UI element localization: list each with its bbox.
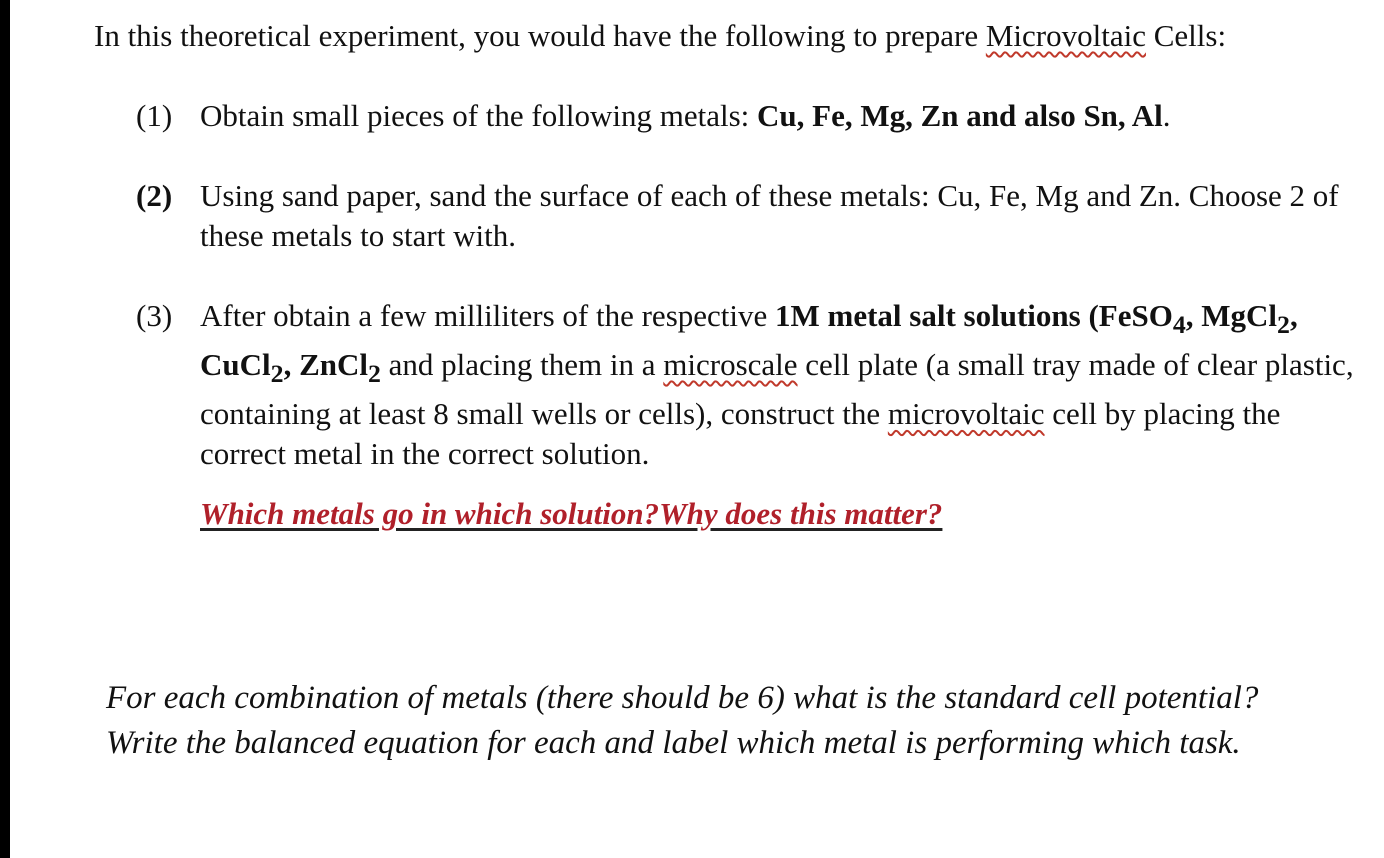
step-3-number: (3) bbox=[136, 298, 173, 333]
step-1-number: (1) bbox=[136, 98, 173, 133]
step-2-text: Using sand paper, sand the surface of each of these metals: Cu, Fe, Mg and Zn. Choose 2 of these metals to start with. bbox=[200, 178, 1339, 253]
step-1-plain: Obtain small pieces of the following metals: bbox=[200, 98, 758, 133]
step-1-text bbox=[200, 96, 1356, 136]
question-which-metals: Which metals go in which solution?Why does this matter? bbox=[200, 496, 943, 531]
intro-text-end: Cells: bbox=[1145, 18, 1227, 53]
step-1-end: . bbox=[1162, 98, 1171, 133]
intro-text: In this theoretical experiment, you would have the following to prepare bbox=[94, 18, 986, 53]
step-3-part2: and placing them in a bbox=[380, 347, 664, 383]
step-2 bbox=[136, 176, 1356, 256]
step-3-text bbox=[200, 296, 1356, 474]
step-3-solutions: 1M metal salt solutions (FeSO$_4$, MgCl$_2$, CuCl$_2$, ZnCl$_2$ bbox=[200, 298, 1298, 389]
document-page bbox=[10, 0, 1384, 858]
step-3-part3: cell plate (a small tray made of clear plastic, containing at least 8 small wells or cells), construct the bbox=[200, 347, 1354, 432]
flagged-word-microscale[interactable]: microscale bbox=[663, 347, 798, 383]
step-1 bbox=[136, 96, 1356, 136]
step-3-part4: cell by placing the correct metal in the correct solution. bbox=[200, 396, 1281, 472]
flagged-word-microvoltaic[interactable]: Microvoltaic bbox=[985, 18, 1146, 53]
step-1-metals: Cu, Fe, Mg, Zn and also Sn, Al bbox=[757, 98, 1163, 133]
flagged-word-microvoltaic-2[interactable]: microvoltaic bbox=[887, 396, 1045, 432]
step-3-part1: After obtain a few milliliters of the respective bbox=[200, 298, 776, 333]
final-question: For each combination of metals (there should be 6) what is the standard cell potential? Write the balanced equation for each and label which metal is performing which task. bbox=[106, 680, 1259, 761]
intro-paragraph bbox=[94, 16, 1344, 56]
step-2-number: (2) bbox=[136, 178, 173, 213]
step-3 bbox=[136, 296, 1356, 474]
